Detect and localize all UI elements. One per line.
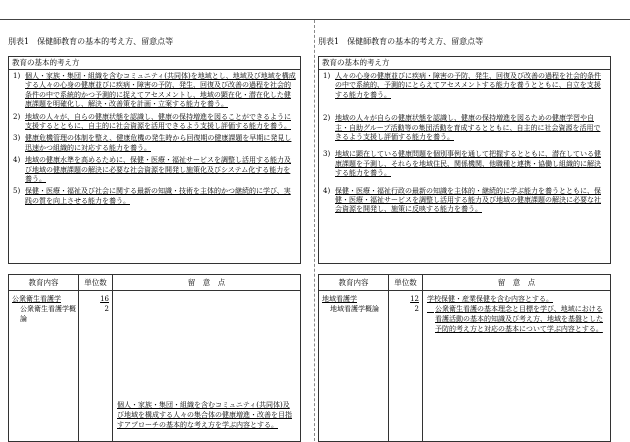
right-curriculum-table [318, 274, 611, 442]
left-panel [8, 36, 301, 429]
table-header [9, 275, 300, 291]
left-curriculum-table [8, 274, 301, 442]
left-principles-box [8, 56, 301, 264]
right-principle-item: 2) 地域の人々が自らの健康状態を認識し、健康の保持増進を図るための健康学習や自主・自助グループ活動等の集団活動を育成するとともに、自主的に社会資源を活用できるよう支援し評価する能力を養う。 [323, 114, 601, 142]
content-cell: 公衆衛生看護学 [12, 295, 61, 303]
col-header-units: 単位数 [389, 275, 423, 290]
units-cell: 2 [104, 305, 109, 313]
col-header-notes: 留 意 点 [497, 278, 536, 287]
left-panel-title: 別表1 保健師教育の基本的考え方、留意点等 [8, 37, 174, 46]
left-principle-item: 4) 地域の健康水準を高めるために、保健・医療・福祉サービスを調整し活用する能力及び地域の健康課題の解決に必要な社会資源を開発し施策化及びシステム化する能力を養う。 [13, 156, 291, 184]
table-body [319, 291, 610, 442]
right-principle-item: 1) 人々の心身の健康並びに疾病・障害の予防、発生、回復及び改善の過程を社会的条件の中で系統的、予測的にとらえてアセスメントする能力を養うとともに、自立を支援する能力を養う。 [323, 72, 601, 99]
right-principle-item: 3) 地域に顕在している健康問題を個別事例を通して把握するとともに、潜在している健康課題を予測し、それらを地域住民、関係機関、他職種と連携・協働し組織的に解決する能力を養う。 [323, 150, 601, 178]
col-header-notes: 留 意 点 [187, 278, 226, 287]
notes-cell: 公衆衛生看護の基本理念と目標を学び、地域における看護活動の基本的知識及び考え方、地域を基盤とした予防的考え方と対応の基本について学ぶ内容とする。 [435, 305, 603, 333]
left-principle-item: 1) 個人・家族・集団・組織を含むコミュニティ(共同体)を地域とし、地域及び地域を構成する人々の心身の健康並びに疾病・障害の予防、発生、回復及び改善の過程を社会的条件の中で系統的かつ予測的に捉えてアセスメントし、地域の顕在化・潜在化した健康課題を明確化し、解決・改善策を計画・立案する能力を養う。 [13, 72, 296, 109]
right-panel-title: 別表1 保健師教育の基本的考え方、留意点等 [318, 37, 484, 46]
left-principles-heading: 教育の基本的考え方 [9, 57, 300, 70]
units-cell: 12 [410, 295, 419, 303]
col-header-units: 単位数 [79, 275, 113, 290]
content-cell: 地域看護学概論 [330, 305, 379, 313]
right-panel [318, 36, 611, 333]
page-divider [314, 20, 315, 441]
units-cell: 2 [414, 305, 419, 313]
units-cell: 16 [100, 295, 109, 303]
right-principles-box [318, 56, 611, 264]
left-principle-item: 3) 健康危機管理の体制を整え、健康危機の発生時から回復期の健康課題を早期に発見し迅速かつ組織的に対応する能力を養う。 [13, 134, 292, 152]
left-principle-item: 5) 保健・医療・福祉及び社会に関する最新の知識・技術を主体的かつ継続的に学び、実践の質を向上させる能力を養う。 [13, 187, 291, 205]
col-header-content: 教育内容 [319, 275, 389, 290]
content-cell: 地域看護学 [322, 295, 357, 303]
table-body [9, 291, 300, 442]
right-principle-item: 4) 保健・医療・福祉行政の最新の知識を主体的・継続的に学ぶ能力を養うとともに、保健・医療・福祉サービスを調整し活用する能力及び地域の健康課題の解決に必要な社会資源を開発し、施策に反映する能力を養う。 [323, 186, 601, 214]
notes-cell: 個人・家族・集団・組織を含むコミュニティ(共同体)及び地域を構成する人々の集合体の健康増進・改善を目指すアプローチの基本的な考え方を学ぶ内容とする。 [117, 401, 292, 429]
table-header [319, 275, 610, 291]
notes-cell: 学校保健・産業保健を含む内容とする。 [427, 295, 553, 303]
left-principle-item: 2) 地域の人々が、自らの健康状態を認識し、健康の保持増進を図ることができるように支援するとともに、自主的に社会資源を活用できるよう支援し評価する能力を養う。 [13, 112, 291, 131]
content-cell: 公衆衛生看護学概論 [20, 305, 76, 323]
right-principles-heading: 教育の基本的考え方 [319, 57, 610, 70]
col-header-content: 教育内容 [9, 275, 79, 290]
top-rule [0, 19, 630, 20]
